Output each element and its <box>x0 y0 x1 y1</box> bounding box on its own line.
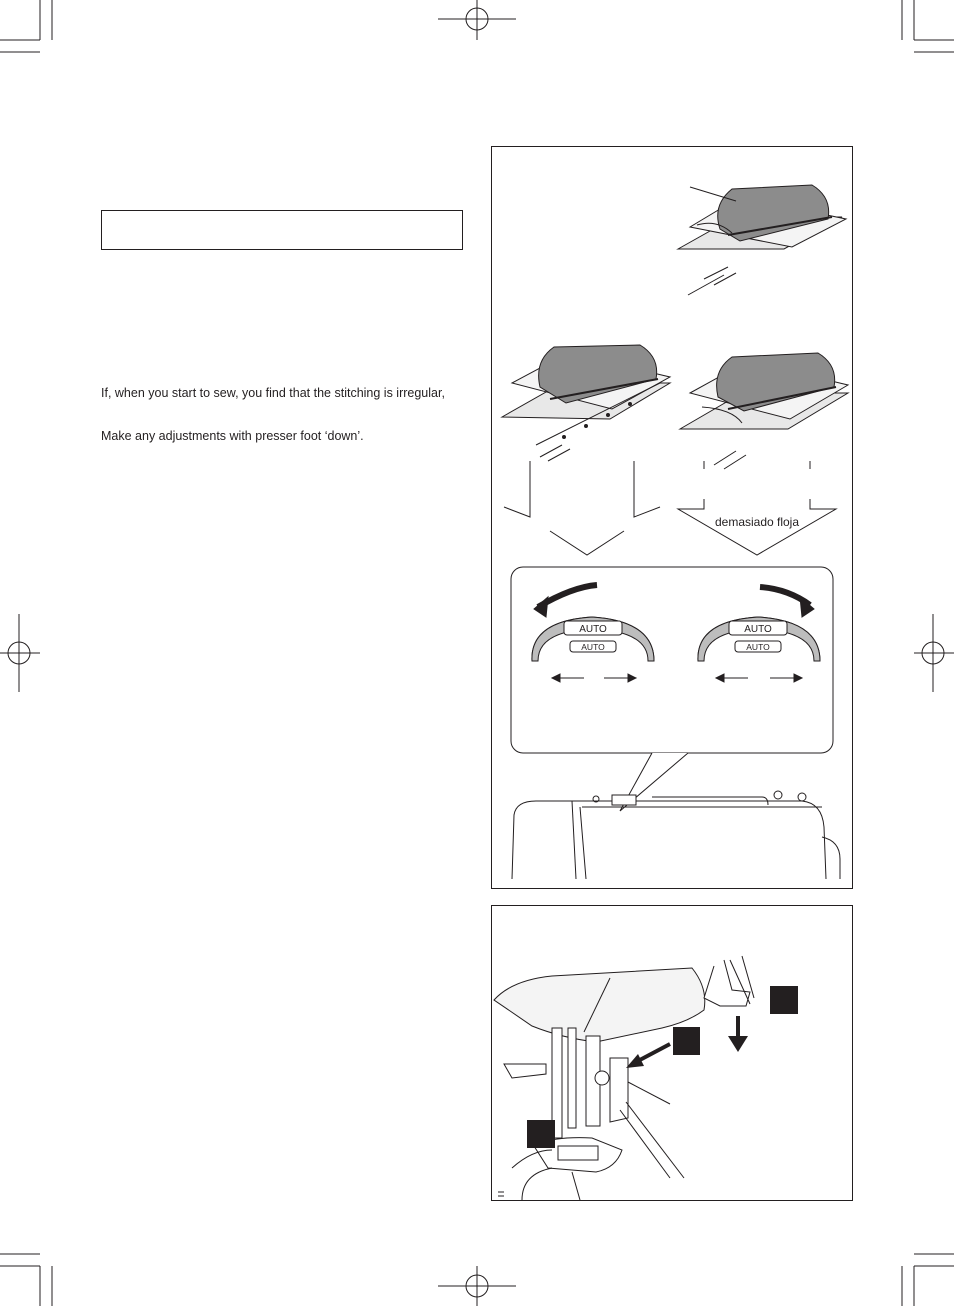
section-header-box <box>101 210 463 250</box>
fabric-sample-correct <box>678 185 846 295</box>
fabric-sample-tight <box>502 345 670 461</box>
fabric-sample-loose <box>680 353 848 469</box>
arrow-down-right <box>678 461 836 555</box>
dial-right-auto-bottom: AUTO <box>746 642 770 652</box>
step-box-3 <box>527 1120 555 1148</box>
presser-foot-illustration <box>492 906 852 1200</box>
tension-illustration <box>492 147 852 888</box>
paragraph-irregular-stitching: If, when you start to sew, you find that the stitching is irregular, <box>101 386 445 400</box>
arrow-down-left <box>504 461 660 555</box>
tension-figure <box>491 146 853 889</box>
step-box-2 <box>673 1027 700 1055</box>
step-box-1 <box>770 986 798 1014</box>
sewing-machine-top <box>512 791 840 879</box>
presser-foot-figure <box>491 905 853 1201</box>
label-too-loose: demasiado floja <box>714 515 800 529</box>
dial-left-auto-bottom: AUTO <box>581 642 605 652</box>
dial-left-auto-top: AUTO <box>579 624 607 635</box>
paragraph-presser-foot-down: Make any adjustments with presser foot ‘down’. <box>101 429 364 443</box>
dial-right-auto-top: AUTO <box>744 624 772 635</box>
